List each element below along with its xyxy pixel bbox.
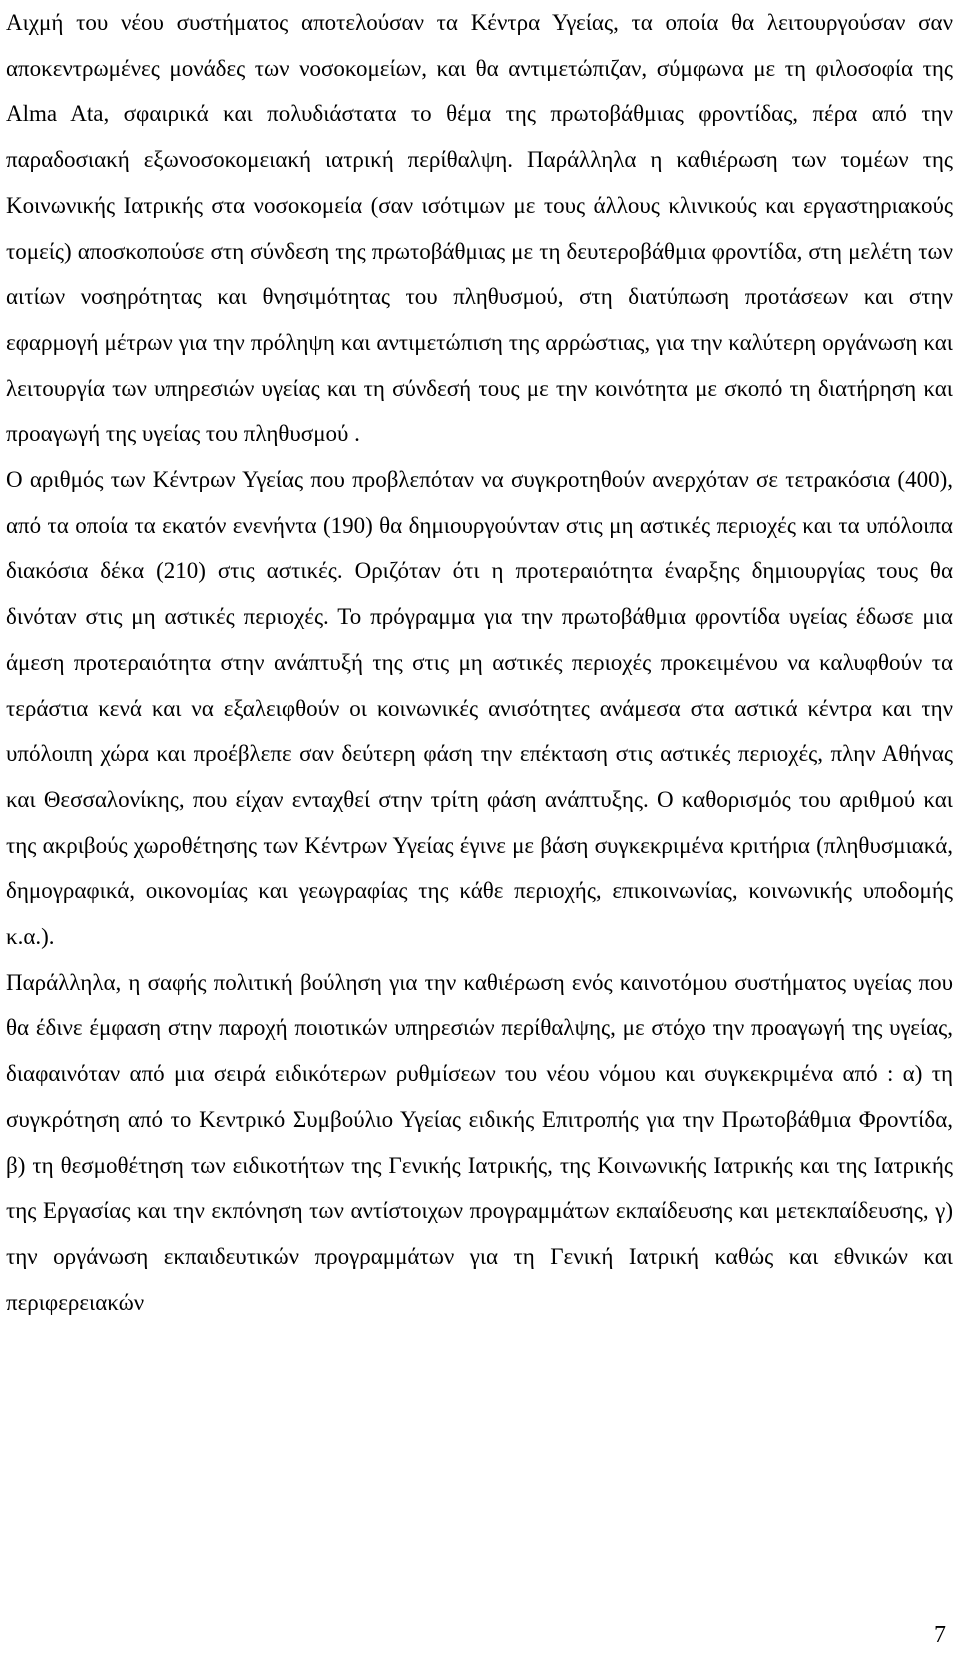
- paragraph-number-of-centers: Ο αριθμός των Κέντρων Υγείας που προβλεπόταν να συγκροτηθούν ανερχόταν σε τετρακόσια (400), από τα οποία τα εκατόν ενενήντα (190) θα δημιουργούνταν στις μη αστικές περιοχές και τα υπόλοιπα διακόσια δέκα (210) στις αστικές. Οριζόταν ότι η προτεραιότητα έναρξης δημιουργίας τους θα δινόταν στις μη αστικές περιοχές. Το πρόγραμμα για την πρωτοβάθμια φροντίδα υγείας έδωσε μια άμεση προτεραιότητα στην ανάπτυξή της στις μη αστικές περιοχές προκειμένου να καλυφθούν τα τεράστια κενά και να εξαλειφθούν οι κοινωνικές ανισότητες ανάμεσα στα αστικά κέντρα και την υπόλοιπη χώρα και προέβλεπε σαν δεύτερη φάση την επέκταση στις αστικές περιοχές, πλην Αθήνας και Θεσσαλονίκης, που είχαν ενταχθεί στην τρίτη φάση ανάπτυξης. Ο καθορισμός του αριθμού και της ακριβούς χωροθέτησης των Κέντρων Υγείας έγινε με βάση συγκεκριμένα κριτήρια (πληθυσμιακά, δημογραφικά, οικονομίας και γεωγραφίας της κάθε περιοχής, επικοινωνίας, κοινωνικής υποδομής κ.α.).: [6, 467, 953, 950]
- paragraph-health-centers: Αιχμή του νέου συστήματος αποτελούσαν τα Κέντρα Υγείας, τα οποία θα λειτουργούσαν σαν αποκεντρωμένες μονάδες των νοσοκομείων, και θα αντιμετώπιζαν, σύμφωνα με τη φιλοσοφία της Alma Ata, σφαιρικά και πολυδιάστατα το θέμα της πρωτοβάθμιας φροντίδας, πέρα από την παραδοσιακή εξωνοσοκομειακή ιατρική περίθαλψη. Παράλληλα η καθιέρωση των τομέων της Κοινωνικής Ιατρικής στα νοσοκομεία (σαν ισότιμων με τους άλλους κλινικούς και εργαστηριακούς τομείς) αποσκοπούσε στη σύνδεση της πρωτοβάθμιας με τη δευτεροβάθμια φροντίδα, στη μελέτη των αιτίων νοσηρότητας και θνησιμότητας του πληθυσμού, στη διατύπωση προτάσεων και στην εφαρμογή μέτρων για την πρόληψη και αντιμετώπιση της αρρώστιας, για την καλύτερη οργάνωση και λειτουργία των υπηρεσιών υγείας και τη σύνδεσή τους με την κοινότητα με σκοπό τη διατήρηση και προαγωγή της υγείας του πληθυσμού .: [6, 10, 953, 447]
- document-body: [6, 0, 953, 1325]
- page-number: 7: [934, 1622, 946, 1648]
- paragraph-policy-measures: Παράλληλα, η σαφής πολιτική βούληση για την καθιέρωση ενός καινοτόμου συστήματος υγείας που θα έδινε έμφαση στην παροχή ποιοτικών υπηρεσιών περίθαλψης, με στόχο την προαγωγή της υγείας, διαφαινόταν από μια σειρά ειδικότερων ρυθμίσεων του νέου νόμου και συγκεκριμένα από : α) τη συγκρότηση από το Κεντρικό Συμβούλιο Υγείας ειδικής Επιτροπής για την Πρωτοβάθμια Φροντίδα, β) τη θεσμοθέτηση των ειδικοτήτων της Γενικής Ιατρικής, της Κοινωνικής Ιατρικής και της Ιατρικής της Εργασίας και την εκπόνηση των αντίστοιχων προγραμμάτων εκπαίδευσης και μετεκπαίδευσης, γ) την οργάνωση εκπαιδευτικών προγραμμάτων για τη Γενική Ιατρική καθώς και εθνικών και περιφερειακών: [6, 969, 953, 1315]
